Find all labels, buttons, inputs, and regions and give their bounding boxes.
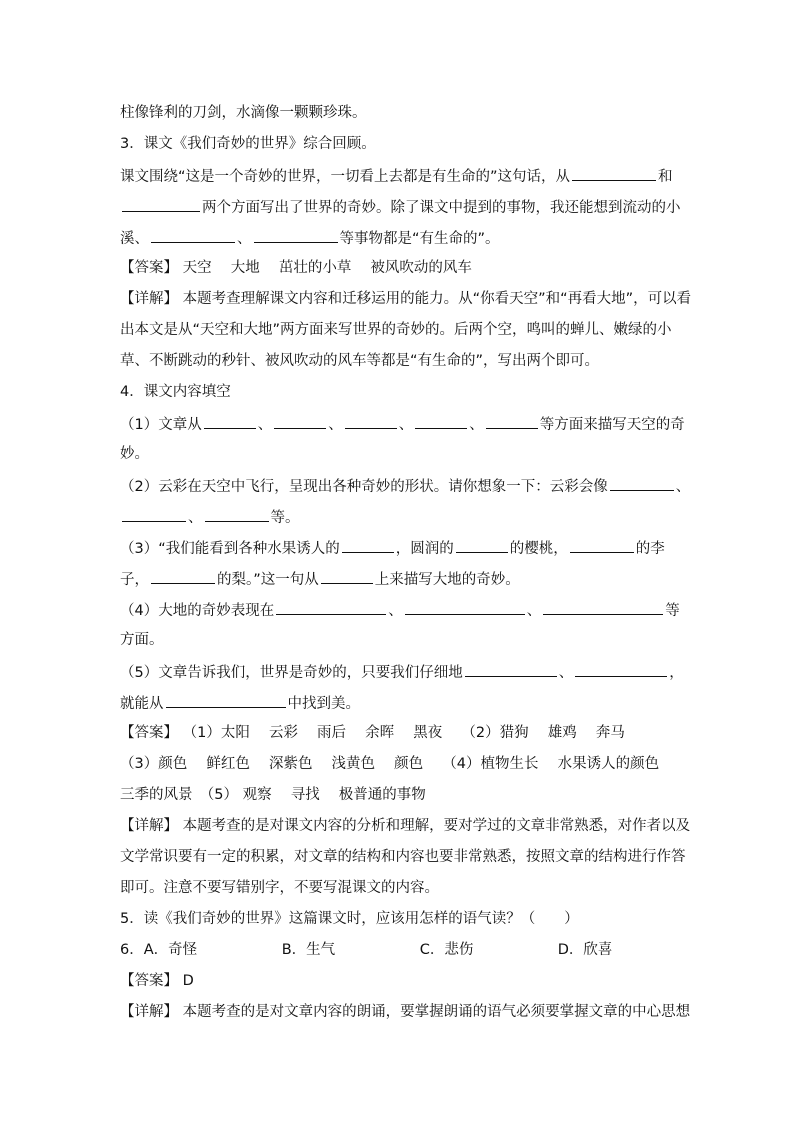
- separator: 、: [398, 417, 414, 433]
- question-text: 就能从: [120, 696, 164, 712]
- question-6-options: [120, 940, 680, 960]
- question-4-answer-3: [120, 785, 680, 805]
- question-text: 等方面来描写天空的奇: [539, 417, 685, 433]
- question-text: 的李: [635, 541, 665, 557]
- question-text: 4．课文内容填空: [120, 384, 231, 400]
- question-3-detail-1: [120, 289, 692, 309]
- question-text: （3）“我们能看到各种水果诱人的: [120, 541, 340, 557]
- answer-text: （3）颜色 鲜红色 深紫色 浅黄色 颜色 （4）植物生长 水果诱人的颜色: [120, 756, 660, 772]
- separator: 、: [469, 417, 484, 433]
- detail-text: 出本文是从“天空和大地”两方面来写世界的奇妙的。后两个空，鸣叫的蝉儿、嫩绿的小: [120, 322, 672, 338]
- fill-blank: [405, 599, 525, 615]
- answer-tag: 【答案】: [120, 725, 178, 741]
- question-4-detail-2: [120, 847, 686, 867]
- fill-blank: [276, 599, 386, 615]
- question-text: 的樱桃，: [509, 541, 568, 557]
- separator: 、: [526, 603, 542, 619]
- question-text: 等: [665, 603, 680, 619]
- detail-text: 本题考查理解课文内容和迁移运用的能力。从“你看天空”和“再看大地”，可以看: [182, 291, 692, 307]
- question-4-item-1-line-2: [120, 444, 680, 464]
- question-4-item-1-line-1: [120, 413, 685, 433]
- question-3-detail-2: [120, 320, 680, 340]
- question-4-item-3-line-2: [120, 568, 680, 588]
- question-text: 等。: [270, 510, 300, 526]
- question-3-line-2: [120, 196, 680, 216]
- question-4-item-4-line-1: [120, 599, 680, 619]
- text-line: [120, 103, 680, 123]
- question-text: 的梨。”这一句从: [217, 572, 319, 588]
- fill-blank: [342, 537, 394, 553]
- question-text: （5）文章告诉我们，世界是奇妙的，只要我们仔细地: [120, 665, 463, 681]
- question-text: 课文围绕“这是一个奇妙的世界，一切看上去都是有生命的”这句话，从: [120, 169, 571, 185]
- separator: 、: [558, 665, 574, 681]
- separator: 、: [257, 417, 273, 433]
- fill-blank: [204, 413, 256, 429]
- question-4-item-2-line-1: [120, 475, 691, 495]
- answer-text: D: [182, 973, 194, 989]
- question-4-item-5-line-1: [120, 661, 684, 681]
- fill-blank: [610, 475, 674, 491]
- question-4-answer-1: [120, 723, 680, 743]
- question-4-item-4-line-2: [120, 630, 680, 650]
- question-3-line-1: [120, 165, 680, 185]
- separator: 、: [328, 417, 343, 433]
- question-text: 方面。: [120, 632, 164, 648]
- separator: 、: [675, 479, 691, 495]
- detail-text: 本题考查的是对文章内容的朗诵，要掌握朗诵的语气必须要掌握文章的中心思想: [182, 1004, 691, 1020]
- question-text: ，圆润的: [395, 541, 454, 557]
- question-4-detail-1: [120, 816, 691, 836]
- question-4-item-2-line-2: [120, 506, 680, 526]
- question-4-detail-3: [120, 878, 680, 898]
- question-text: 和: [658, 169, 673, 185]
- fill-blank: [570, 537, 634, 553]
- fill-blank: [415, 413, 467, 429]
- answer-text: 天空 大地 茁壮的小草 被风吹动的风车: [182, 260, 472, 276]
- question-3-line-3: [120, 227, 680, 247]
- fill-blank: [254, 227, 338, 243]
- question-4-item-3-line-1: [120, 537, 680, 557]
- answer-tag: 【答案】: [120, 973, 178, 989]
- question-text: 妙。: [120, 446, 149, 462]
- detail-tag: 【详解】: [120, 818, 178, 834]
- question-6-answer: [120, 971, 680, 991]
- fill-blank: [274, 413, 326, 429]
- option-d: D．欣喜: [557, 942, 613, 958]
- question-text: 子，: [120, 572, 149, 588]
- answer-text: （1）太阳 云彩 雨后 余晖 黑夜 （2）猎狗 雄鸡 奔马: [182, 725, 625, 741]
- fill-blank: [465, 661, 557, 677]
- question-text: 中找到美。: [287, 696, 360, 712]
- fill-blank: [122, 196, 200, 212]
- question-text: 5．读《我们奇妙的世界》这篇课文时，应该用怎样的语气读？（ ）: [120, 911, 579, 927]
- detail-text: 草、不断跳动的秒针、被风吹动的风车等都是“有生命的”，写出两个即可。: [120, 353, 600, 369]
- question-5-title: [120, 909, 680, 929]
- question-number: 6．: [120, 942, 144, 958]
- separator: 、: [388, 603, 403, 619]
- question-text: ，: [669, 665, 684, 681]
- fill-blank: [575, 661, 667, 677]
- question-4-title: [120, 382, 680, 402]
- question-3-title: [120, 134, 680, 154]
- fill-blank: [543, 599, 663, 615]
- fill-blank: [205, 506, 269, 522]
- fill-blank: [572, 165, 656, 181]
- fill-blank: [151, 568, 215, 584]
- fill-blank: [151, 227, 235, 243]
- detail-text: 即可。注意不要写错别字，不要写混课文的内容。: [120, 880, 439, 896]
- fill-blank: [345, 413, 397, 429]
- detail-tag: 【详解】: [120, 1004, 178, 1020]
- question-text: 两个方面写出了世界的奇妙。除了课文中提到的事物，我还能想到流动的小: [202, 200, 681, 216]
- separator: 、: [188, 510, 203, 526]
- detail-text: 本题考查的是对课文内容的分析和理解，要对学过的文章非常熟悉，对作者以及: [182, 818, 691, 834]
- option-b: B．生气: [281, 942, 336, 958]
- question-text: 等事物都是“有生命的”。: [339, 231, 500, 247]
- question-text: 3．课文《我们奇妙的世界》综合回顾。: [120, 136, 376, 152]
- question-3-answer: [120, 258, 680, 278]
- fill-blank: [166, 692, 286, 708]
- paragraph-text: 柱像锋利的刀剑，水滴像一颗颗珍珠。: [120, 105, 367, 121]
- answer-text: 三季的风景 （5） 观察 寻找 极普通的事物: [120, 787, 426, 803]
- question-text: 溪、: [120, 231, 149, 247]
- detail-text: 文学常识要有一定的积累，对文章的结构和内容也要非常熟悉，按照文章的结构进行作答: [120, 849, 686, 865]
- question-3-detail-3: [120, 351, 680, 371]
- question-text: （2）云彩在天空中飞行，呈现出各种奇妙的形状。请你想象一下：云彩会像: [120, 479, 608, 495]
- detail-tag: 【详解】: [120, 291, 178, 307]
- fill-blank: [122, 506, 186, 522]
- fill-blank: [456, 537, 508, 553]
- option-c: C．悲伤: [419, 942, 474, 958]
- question-4-item-5-line-2: [120, 692, 680, 712]
- question-text: 上来描写大地的奇妙。: [374, 572, 520, 588]
- fill-blank: [321, 568, 373, 584]
- question-4-answer-2: [120, 754, 680, 774]
- question-text: 、: [237, 231, 252, 247]
- fill-blank: [486, 413, 538, 429]
- question-text: （1）文章从: [120, 417, 202, 433]
- answer-tag: 【答案】: [120, 260, 178, 276]
- question-6-detail: [120, 1002, 691, 1022]
- question-text: （4）大地的奇妙表现在: [120, 603, 275, 619]
- option-a: A．奇怪: [143, 942, 198, 958]
